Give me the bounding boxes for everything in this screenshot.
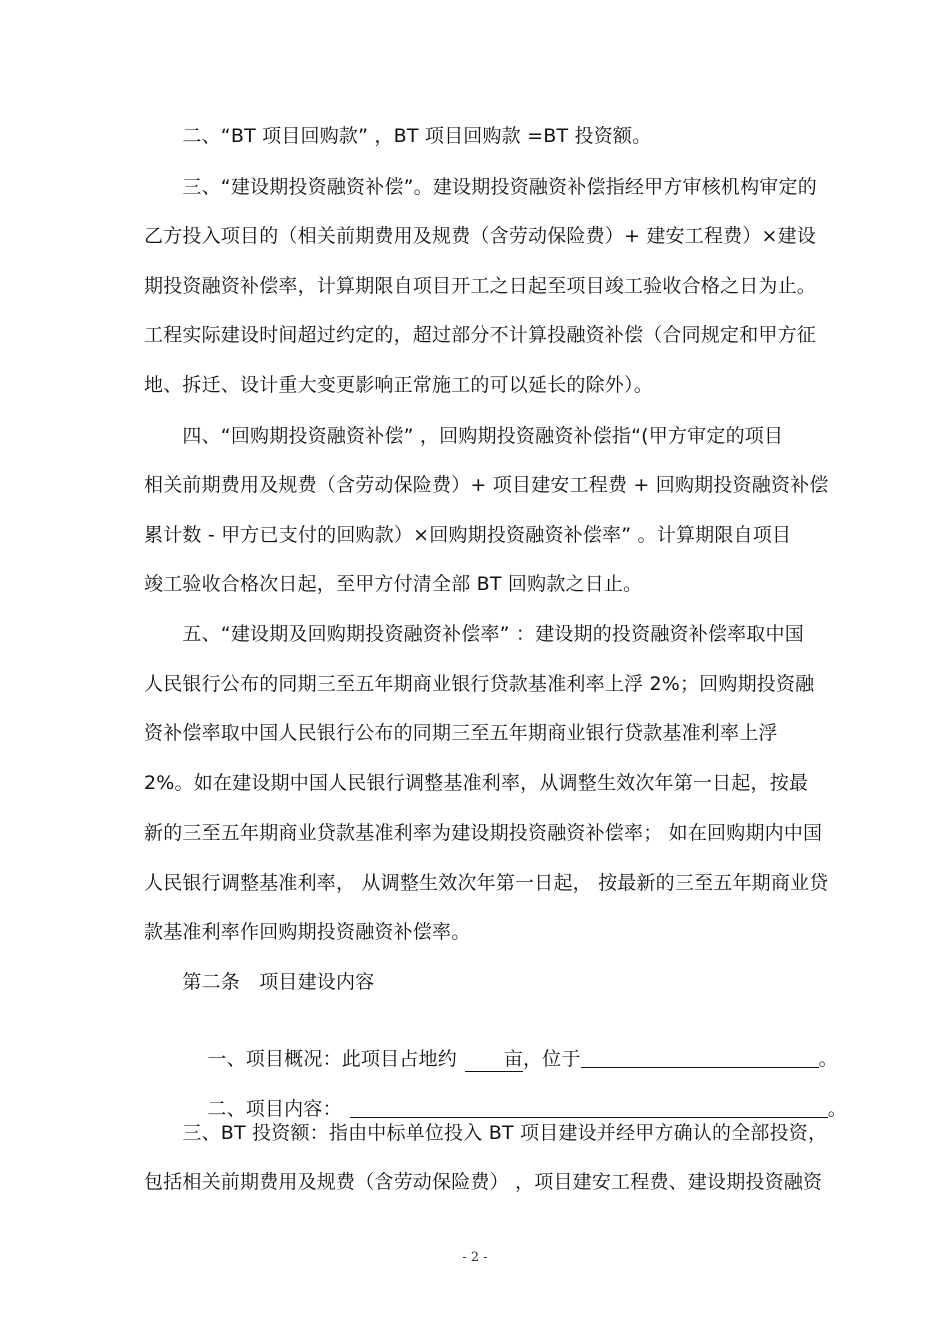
location-field[interactable] [581,1047,819,1068]
paragraph-line: 三、BT 投资额：指由中标单位投入 BT 项目建设并经甲方确认的全部投资， [144,1122,828,1144]
paragraph-line: 期投资融资补偿率，计算期限自项目开工之日起至项目竣工验收合格之日为止。 [144,275,817,297]
overview-prefix: 一、项目概况：此项目占地约 [168,1048,457,1070]
paragraph-line: 新的三至五年期商业贷款基准利率为建设期投资融资补偿率； 如在回购期内中国 [144,822,823,844]
paragraph-line: 2%。如在建设期中国人民银行调整基准利率，从调整生效次年第一日起，按最 [144,772,809,794]
article-heading: 第二条 项目建设内容 [144,971,375,993]
paragraph-line: 竣工验收合格次日起，至甲方付清全部 BT 回购款之日止。 [144,573,643,595]
paragraph-line: 四、“回购期投资融资补偿” ，回购期投资融资补偿指“(甲方审定的项目 [144,425,784,447]
paragraph-line: 乙方投入项目的（相关前期费用及规费（含劳动保险费）+ 建安工程费）×建设 [144,225,817,247]
paragraph-line: 工程实际建设时间超过约定的，超过部分不计算投融资补偿（合同规定和甲方征 [144,324,817,346]
paragraph-line: 三、“建设期投资融资补偿”。建设期投资融资补偿指经甲方审核机构审定的 [144,176,817,198]
land-area-unit: 亩 [503,1048,523,1070]
paragraph-line: 人民银行调整基准利率， 从调整生效次年第一日起， 按最新的三至五年期商业贷 [144,872,829,894]
overview-middle: ，位于 [522,1048,581,1070]
paragraph-line: 二、“BT 项目回购款” ，BT 项目回购款 =BT 投资额。 [144,125,652,147]
paragraph-line: 五、“建设期及回购期投资融资补偿率” ：建设期的投资融资补偿率取中国 [144,623,804,645]
page-number: - 2 - [462,1250,488,1265]
content-prefix: 二、项目内容： [168,1098,342,1120]
paragraph-line: 相关前期费用及规费（含劳动保险费）+ 项目建安工程费 + 回购期投资融资补偿 [144,474,829,496]
overview-end: 。 [818,1048,838,1070]
land-area-field[interactable] [465,1047,523,1072]
paragraph-line: 款基准利率作回购期投资融资补偿率。 [144,921,471,943]
paragraph-line: 资补偿率取中国人民银行公布的同期三至五年期商业银行贷款基准利率上浮 [144,722,778,744]
paragraph-line: 累计数 - 甲方已支付的回购款）×回购期投资融资补偿率” 。计算期限自项目 [144,524,792,546]
content-end: 。 [827,1098,847,1120]
paragraph-line: 地、拆迁、设计重大变更影响正常施工的可以延长的除外）。 [144,374,653,396]
paragraph-line: 人民银行公布的同期三至五年期商业银行贷款基准利率上浮 2%；回购期投资融 [144,673,815,695]
project-content-field[interactable] [350,1097,828,1118]
paragraph-line: 包括相关前期费用及规费（含劳动保险费） ，项目建安工程费、建设期投资融资 [144,1171,823,1193]
